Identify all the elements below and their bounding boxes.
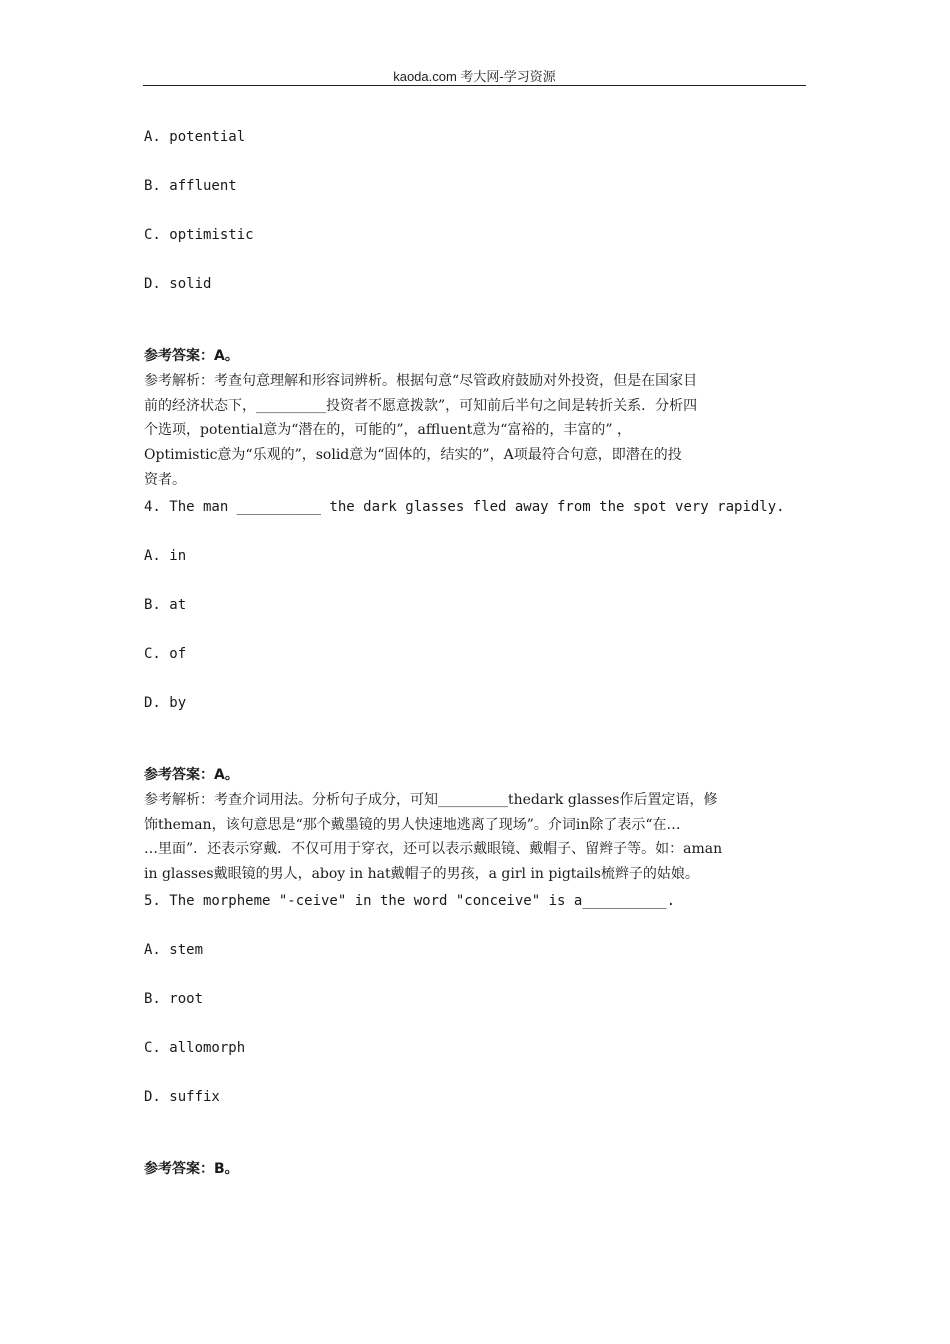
q3-answer: 参考答案：A。 <box>144 348 239 364</box>
q4-analysis-line: 饰theman，该句意思是“那个戴墨镜的男人快速地逃离了现场”。介词in除了表示“在… <box>144 816 681 833</box>
q3-option-b: B. affluent <box>144 178 237 194</box>
q4-analysis-line: 参考解析：考查介词用法。分析句子成分，可知__________thedark glasses作后置定语，修 <box>144 792 718 808</box>
q3-analysis-line: 参考解析：考查句意理解和形容词辨析。根据句意“尽管政府鼓励对外投资，但是在国家目 <box>144 373 698 389</box>
q5-option-d: D. suffix <box>144 1089 220 1105</box>
q5-option-a: A. stem <box>144 942 204 958</box>
q5-answer: 参考答案：B。 <box>144 1161 239 1177</box>
q3-analysis-line: 前的经济状态下，__________投资者不愿意拨款”，可知前后半句之间是转折关系．分析四 <box>144 397 698 414</box>
q3-analysis-line: 资者。 <box>144 471 186 488</box>
q3-option-a: A. potential <box>144 129 246 145</box>
q5-option-b: B. root <box>144 991 204 1007</box>
q3-analysis <box>144 369 814 493</box>
q4-analysis <box>144 788 814 887</box>
q4-option-a: A. in <box>144 548 187 564</box>
q3-analysis-line: 个选项，potential意为“潜在的，可能的”，affluent意为“富裕的，丰富的” ， <box>144 422 632 439</box>
q5-question: 5. The morpheme "-ceive" in the word "conceive" is a__________. <box>144 893 676 909</box>
q4-option-c: C. of <box>144 646 187 662</box>
q3-option-c: C. optimistic <box>144 227 254 243</box>
q4-answer: 参考答案：A。 <box>144 767 239 783</box>
q4-analysis-line: in glasses戴眼镜的男人，aboy in hat戴帽子的男孩，a girl in pigtails梳辫子的姑娘。 <box>144 866 699 883</box>
q4-option-b: B. at <box>144 597 187 613</box>
header-divider <box>143 85 806 86</box>
page-header: kaoda.com 考大网-学习资源 <box>393 69 556 84</box>
q4-analysis-line: …里面”．还表示穿戴．不仅可用于穿衣，还可以表示戴眼镜、戴帽子、留辫子等。如：aman <box>144 841 723 858</box>
q3-option-d: D. solid <box>144 276 212 292</box>
q5-option-c: C. allomorph <box>144 1040 246 1056</box>
q3-analysis-line: Optimistic意为“乐观的”，solid意为“固体的，结实的”，A项最符合句意，即潜在的投 <box>144 447 682 464</box>
q4-question: 4. The man __________ the dark glasses fled away from the spot very rapidly. <box>144 499 785 515</box>
q4-option-d: D. by <box>144 695 187 711</box>
